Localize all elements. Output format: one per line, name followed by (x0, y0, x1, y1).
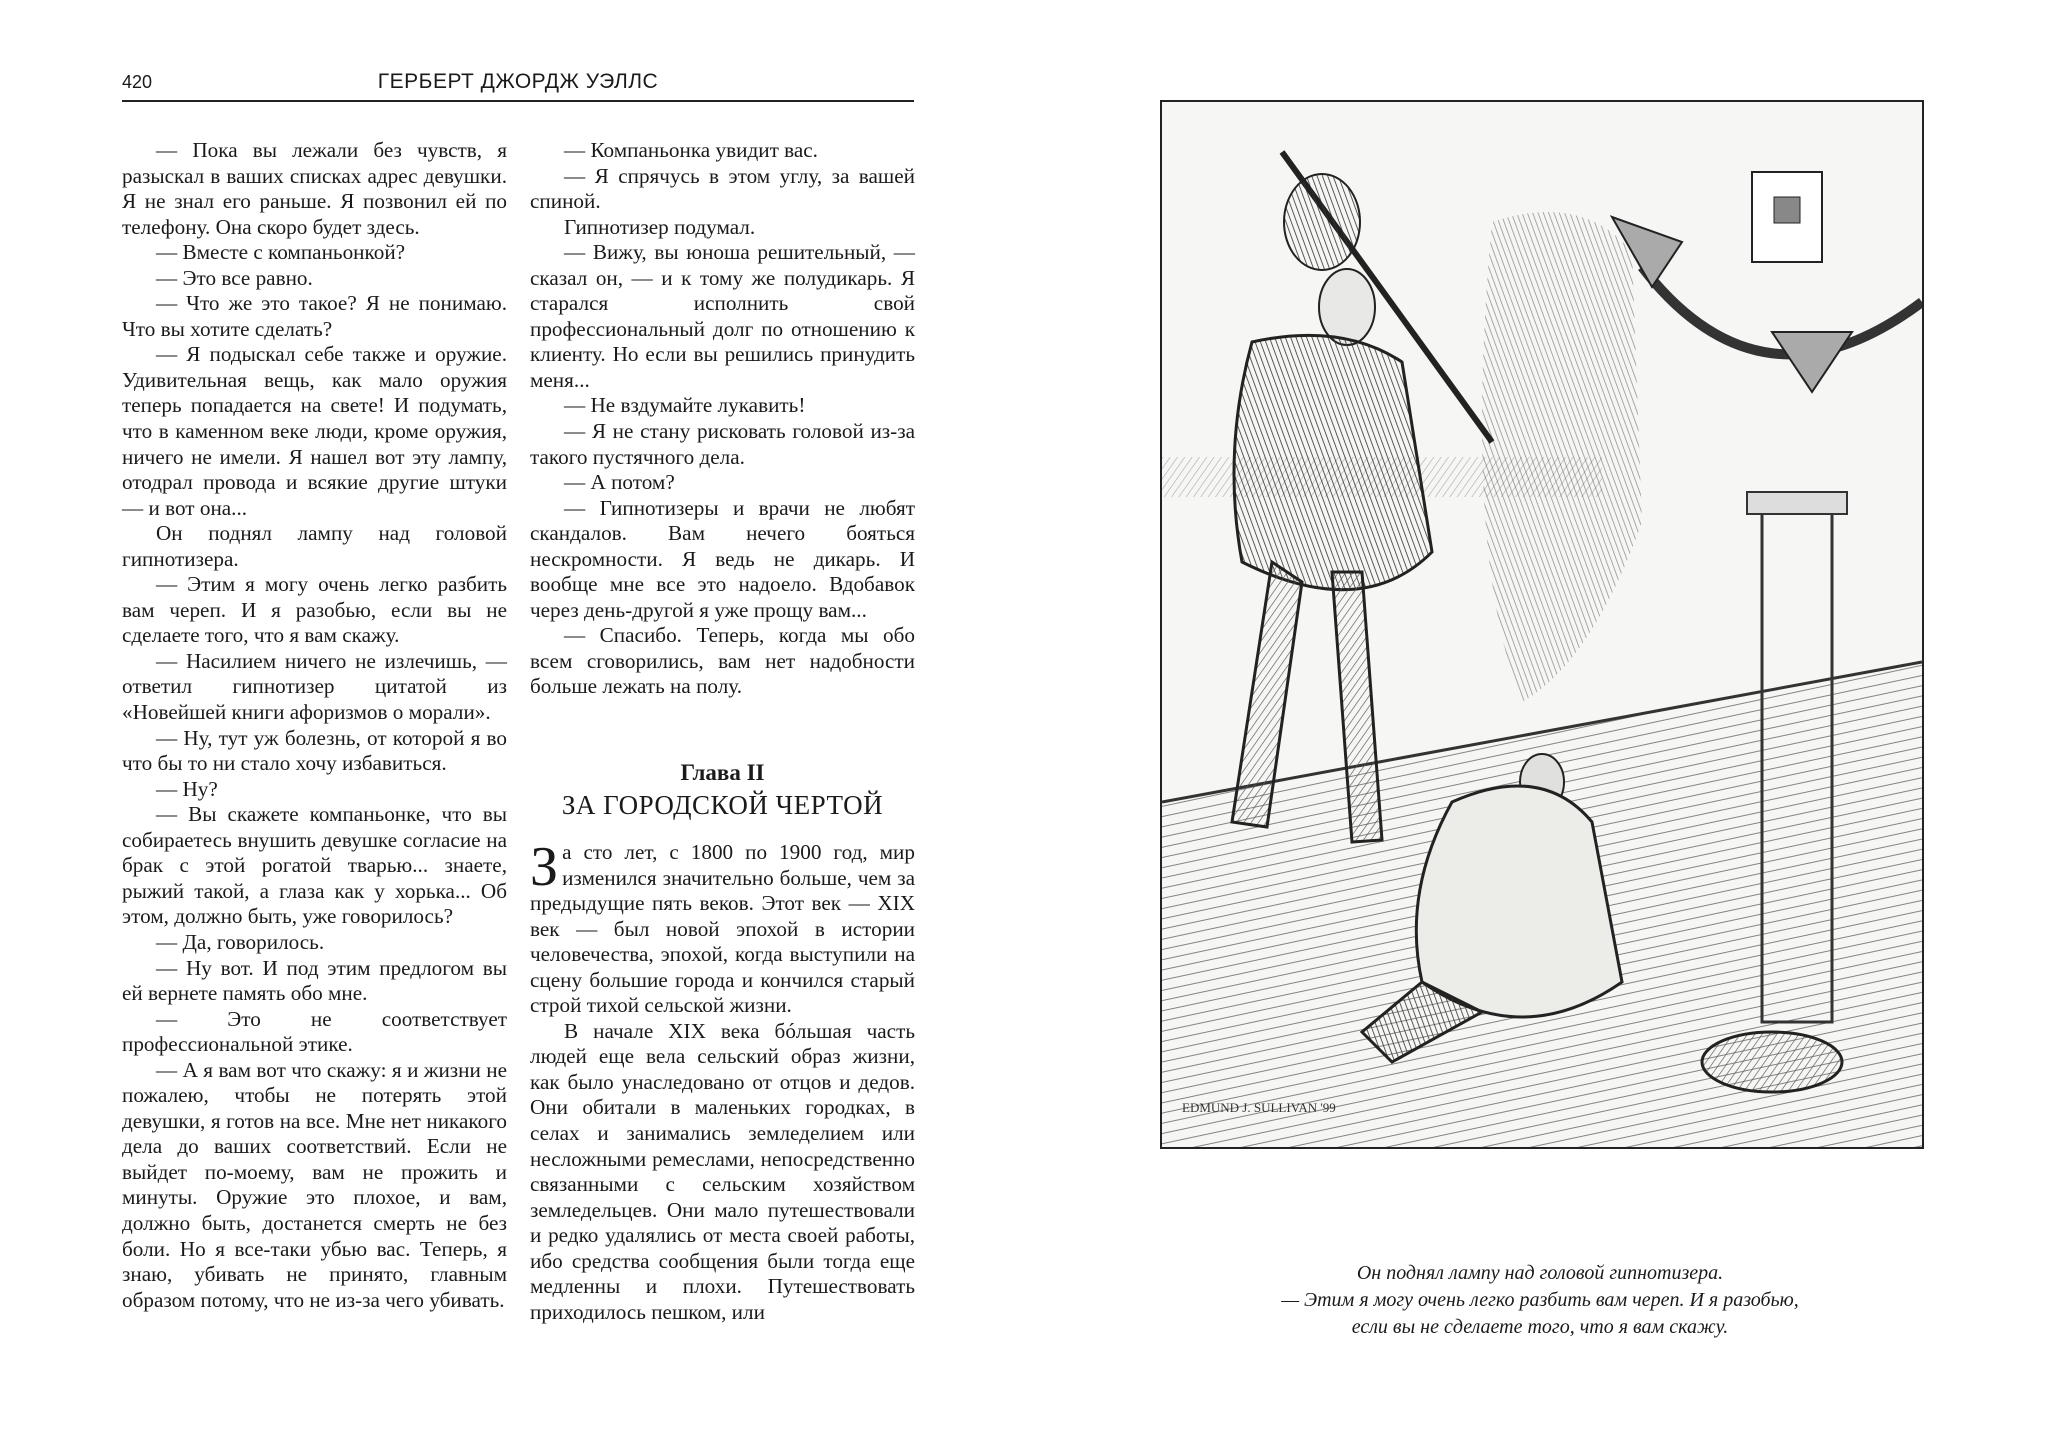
paragraph: — Это не соответствует профессиональной этике. (122, 1006, 507, 1057)
paragraph: — Спасибо. Теперь, когда мы обо всем сговорились, вам нет надобности больше лежать на полу. (530, 623, 915, 699)
caption-line: Он поднял лампу над головой гипнотизера. (1356, 1262, 1724, 1284)
paragraph: — Я подыскал себе также и оружие. Удивительная вещь, как мало оружия теперь попадается на свете! И подумать, что в каменном веке люди, кроме оружия, ничего не имели. Я нашел вот эту лампу, отодрал провода и всякие другие штуки — и вот она... (122, 342, 507, 520)
page-number: 420 (122, 72, 153, 92)
paragraph: — Не вздумайте лукавить! (564, 393, 806, 418)
illustration-drawing (1162, 102, 1922, 1147)
paragraph: — Ну вот. И под этим предлогом вы ей вернете память обо мне. (122, 955, 507, 1006)
paragraph: — Ну, тут уж болезнь, от которой я во что бы то ни стало хочу избавиться. (122, 725, 507, 776)
text-column-1 (122, 138, 507, 1313)
paragraph: — Это все равно. (156, 265, 313, 290)
artist-signature: EDMUND J. SULLIVAN '99 (1182, 1100, 1336, 1115)
chapter-text (530, 836, 915, 1325)
paragraph: — Компаньонка увидит вас. (564, 138, 818, 162)
paragraph: — Этим я могу очень легко разбить вам череп. И я разобью, если вы не сделаете того, что я вам скажу. (122, 572, 507, 648)
illustration-caption (1150, 1260, 1930, 1341)
paragraph: В начале XIX века бóльшая часть людей еще вела сельский образ жизни, как было унаследовано от отцов и дедов. Они обитали в маленьких городках, в селах и занимались земледелием или несложными ремеслами, непосредственно связанными с сельским хозяйством земледельцев. Они мало путешествовали и редко удалялись от места своей работы, ибо средства сообщения были тогда еще медленны и плохи. Путешествовать приходилось пешком, или (530, 1018, 915, 1324)
running-title: ГЕРБЕРТ ДЖОРДЖ УЭЛЛС (377, 70, 659, 93)
paragraph: — Вместе с компаньонкой? (156, 240, 406, 265)
caption-line: — Этим я могу очень легко разбить вам череп. И я разобью, (1281, 1289, 1799, 1311)
paragraph: — Насилием ничего не излечишь, — ответил гипнотизер цитатой из «Новейшей книги афоризмов о морали». (122, 648, 507, 725)
paragraph: — Вижу, вы юноша решительный, — сказал он, — и к тому же полудикарь. Я старался исполнить свой профессиональный долг по отношению к клиенту. Но если вы решились принудить меня... (530, 240, 915, 392)
paragraph: — А я вам вот что скажу: я и жизни не пожалею, чтобы не потерять этой девушки, я готов на все. Мне нет никакого дела до ваших соответствий. Если не выйдет по-моему, вам не прожить и минуты. Оружие это плохое, и вам, должно быть, достанется смерть не без боли. Но я все-таки убью вас. Теперь, я знаю, убивать не принято, главным образом потому, что не из-за чего убивать. (122, 1057, 507, 1312)
drop-cap: З (530, 836, 559, 898)
running-header (122, 70, 914, 102)
paragraph: — Ну? (156, 776, 218, 801)
paragraph: — А потом? (564, 470, 675, 495)
caption-line: если вы не сделаете того, что я вам скажу. (1351, 1316, 1729, 1338)
paragraph: Гипнотизер подумал. (564, 214, 756, 239)
paragraph: — Да, говорилось. (156, 929, 325, 954)
paragraph: — Я спрячусь в этом углу, за вашей спиной. (530, 163, 915, 214)
paragraph: — Гипнотизеры и врачи не любят скандалов. Вам нечего бояться нескромности. Я ведь не дикарь. И вообще мне все это надоело. Вдобавок через день-другой я уже прощу вам... (530, 495, 915, 622)
text-column-2 (530, 138, 915, 700)
paragraph: — Я не стану рисковать головой из-за такого пустячного дела. (530, 419, 915, 469)
chapter-heading (530, 758, 915, 822)
paragraph: Он поднял лампу над головой гипнотизера. (122, 521, 507, 571)
paragraph: — Что же это такое? Я не понимаю. Что вы хотите сделать? (122, 291, 507, 341)
paragraph: — Пока вы лежали без чувств, я разыскал в ваших списках адрес девушки. Я не знал его раньше. Я позвонил ей по телефону. Она скоро будет здесь. (122, 138, 507, 239)
chapter-title: ЗА ГОРОДСКОЙ ЧЕРТОЙ (561, 790, 884, 820)
first-paragraph: За сто лет, с 1800 по 1900 год, мир изменился значительно больше, чем за предыдущие пять веков. Этот век — XIX век — был новой эпохой в истории человечества, эпохой, когда выступили на сцену большие города и кончился старый строй тихой сельской жизни. (530, 836, 915, 1018)
chapter-number: Глава II (680, 760, 765, 785)
paragraph: — Вы скажете компаньонке, что вы собираетесь внушить девушке согласие на брак с этой рогатой тварью... знаете, рыжий такой, а глаза как у хорька... Об этом, должно быть, уже говорилось? (122, 802, 507, 929)
illustration (1160, 100, 1924, 1149)
